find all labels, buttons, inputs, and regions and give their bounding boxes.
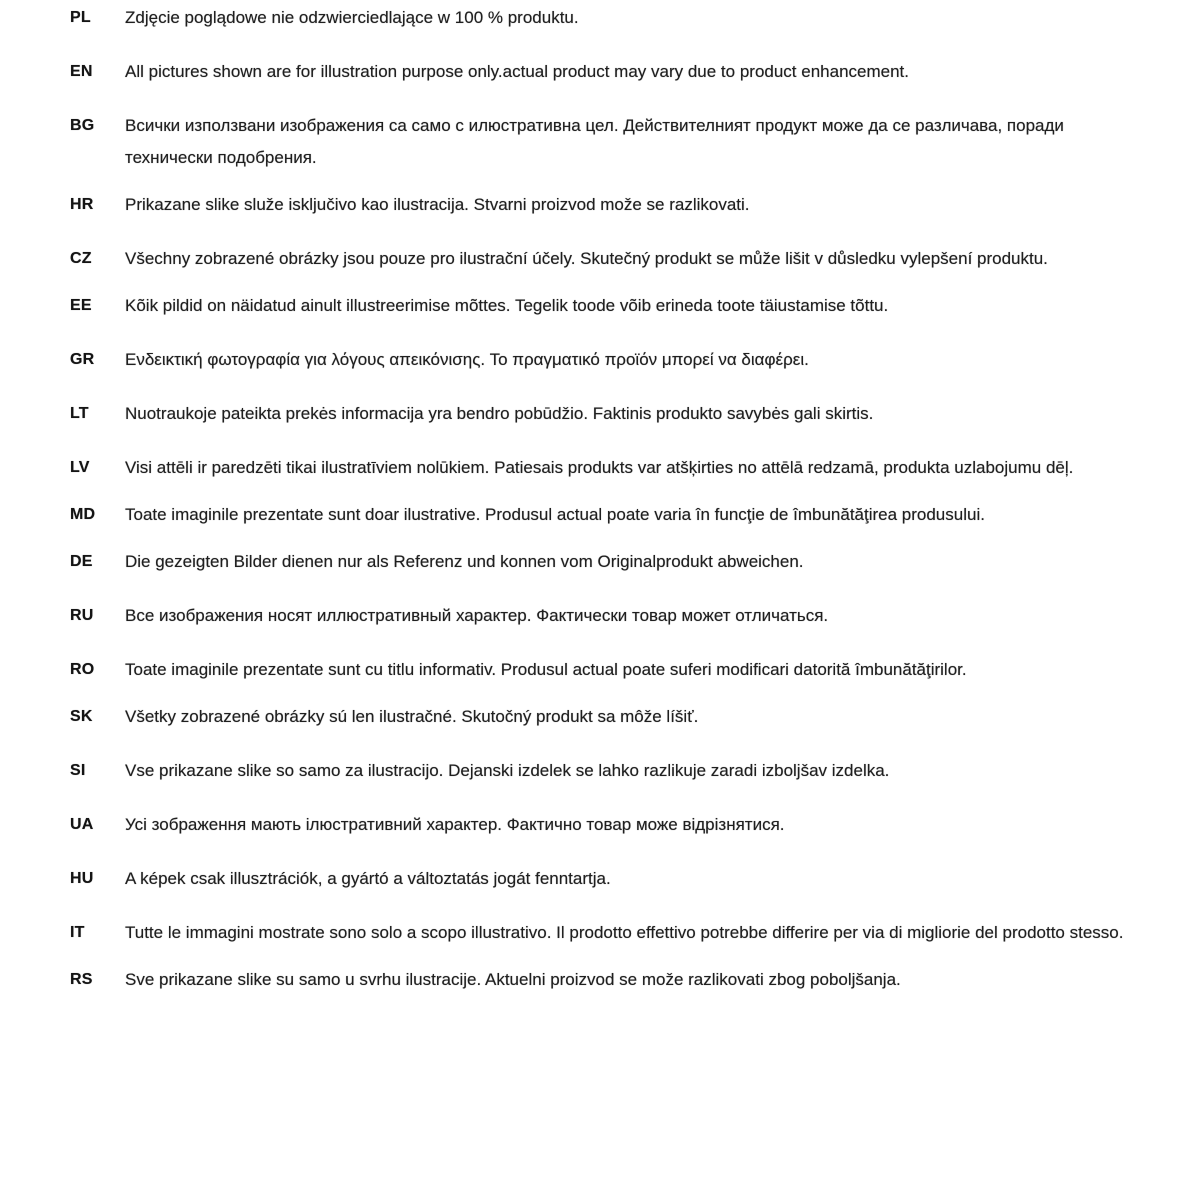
language-code: EN [70, 63, 93, 80]
disclaimer-text: Zdjęcie poglądowe nie odzwierciedlające w 100 % produktu. [125, 8, 579, 27]
disclaimer-row-lv [70, 452, 1180, 484]
disclaimer-text: Toate imaginile prezentate sunt doar ilustrative. Produsul actual poate varia în funcţie de îmbunătăţirea produsului. [125, 505, 985, 524]
disclaimer-text: Všetky zobrazené obrázky sú len ilustračné. Skutočný produkt sa môže líšiť. [125, 707, 699, 726]
disclaimer-row-bg [70, 110, 1180, 174]
disclaimer-text: Kõik pildid on näidatud ainult illustreerimise mõttes. Tegelik toode võib erineda toote täiustamise tõttu. [125, 296, 889, 315]
disclaimer-row-it [70, 917, 1180, 949]
disclaimer-text: Ενδεικτική φωτογραφία για λόγους απεικόνισης. Το πραγματικό προϊόν μπορεί να διαφέρει. [125, 350, 809, 369]
language-code: LV [70, 459, 90, 476]
language-code: CZ [70, 250, 92, 267]
disclaimer-row-hr [70, 189, 1180, 221]
disclaimer-text: Усі зображення мають ілюстративний характер. Фактично товар може відрізнятися. [125, 815, 785, 834]
language-code: LT [70, 405, 89, 422]
language-code: EE [70, 297, 92, 314]
disclaimer-row-ee [70, 290, 1180, 322]
disclaimer-text: Tutte le immagini mostrate sono solo a scopo illustrativo. Il prodotto effettivo potrebbe differire per via di migliorie del prodotto stesso. [125, 923, 1124, 942]
disclaimer-row-gr [70, 344, 1180, 376]
language-code: SK [70, 708, 93, 725]
language-code: GR [70, 351, 95, 368]
language-code: SI [70, 762, 86, 779]
language-code: HU [70, 870, 94, 887]
disclaimer-text: Toate imaginile prezentate sunt cu titlu informativ. Produsul actual poate suferi modificari datorită îmbunătăţirilor. [125, 660, 967, 679]
disclaimer-row-lt [70, 398, 1180, 430]
disclaimer-text: All pictures shown are for illustration purpose only.actual product may vary due to product enhancement. [125, 62, 909, 81]
disclaimer-text: Visi attēli ir paredzēti tikai ilustratīviem nolūkiem. Patiesais produkts var atšķirties no attēlā redzamā, produkta uzlabojumu dēļ. [125, 458, 1074, 477]
language-code: RO [70, 661, 95, 678]
language-code: DE [70, 553, 93, 570]
language-code: IT [70, 924, 85, 941]
disclaimer-text: Prikazane slike služe isključivo kao ilustracija. Stvarni proizvod može se razlikovati. [125, 195, 750, 214]
disclaimer-text: Sve prikazane slike su samo u svrhu ilustracije. Aktuelni proizvod se može razlikovati zbog poboljšanja. [125, 970, 901, 989]
language-code: BG [70, 117, 95, 134]
disclaimer-text: Nuotraukoje pateikta prekės informacija yra bendro pobūdžio. Faktinis produkto savybės gali skirtis. [125, 404, 874, 423]
language-code: PL [70, 9, 91, 26]
disclaimer-row-en [70, 56, 1180, 88]
disclaimer-row-hu [70, 863, 1180, 895]
disclaimer-row-ru [70, 600, 1180, 632]
language-code: MD [70, 506, 96, 523]
language-code: RU [70, 607, 94, 624]
language-code: UA [70, 816, 94, 833]
disclaimer-row-sk [70, 701, 1180, 733]
disclaimer-text: A képek csak illusztrációk, a gyártó a változtatás jogát fenntartja. [125, 869, 611, 888]
disclaimer-text: Vse prikazane slike so samo za ilustracijo. Dejanski izdelek se lahko razlikuje zaradi izboljšav izdelka. [125, 761, 890, 780]
disclaimer-row-ua [70, 809, 1180, 841]
language-code: RS [70, 971, 93, 988]
disclaimer-row-md [70, 499, 1180, 531]
disclaimer-row-pl [70, 2, 1180, 34]
disclaimer-text: Всички използвани изображения са само с илюстративна цел. Действителният продукт може да се различава, поради технически подобрения. [125, 116, 1064, 167]
language-code: HR [70, 196, 94, 213]
disclaimer-text: Die gezeigten Bilder dienen nur als Referenz und konnen vom Originalprodukt abweichen. [125, 552, 804, 571]
disclaimer-row-cz [70, 243, 1180, 275]
disclaimer-row-rs [70, 964, 1180, 996]
disclaimer-row-de [70, 546, 1180, 578]
disclaimer-text: Všechny zobrazené obrázky jsou pouze pro ilustrační účely. Skutečný produkt se může lišit v důsledku vylepšení produktu. [125, 249, 1048, 268]
disclaimer-row-si [70, 755, 1180, 787]
disclaimer-text: Все изображения носят иллюстративный характер. Фактически товар может отличаться. [125, 606, 829, 625]
disclaimer-row-ro [70, 654, 1180, 686]
